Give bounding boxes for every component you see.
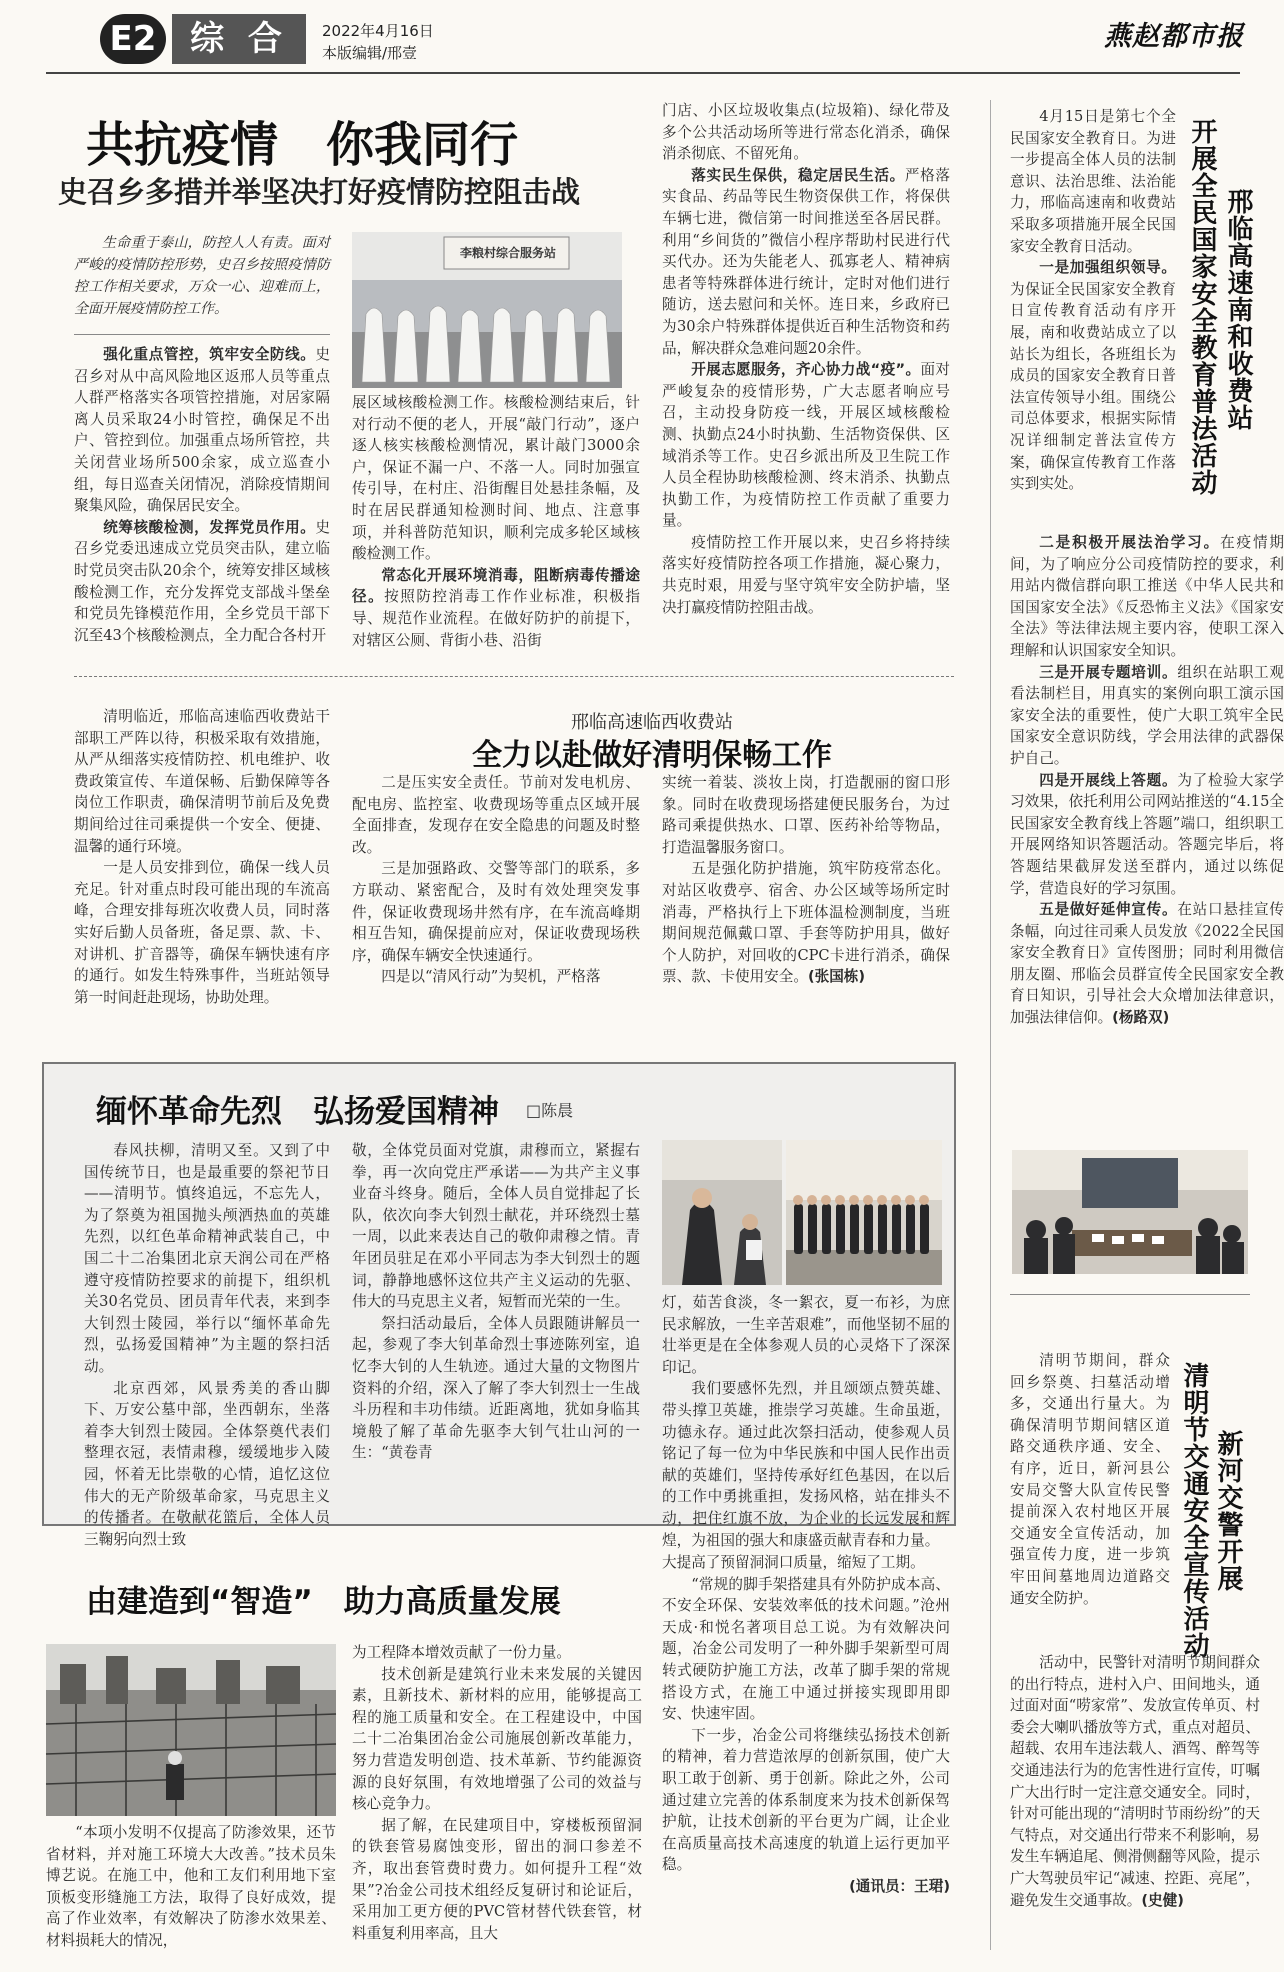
- art2-col3: [662, 772, 950, 1022]
- art5-upper: [1010, 106, 1176, 532]
- art1-headline: 共抗疫情 你我同行: [86, 117, 519, 173]
- art4-col2-para2: 技术创新是建筑行业未来发展的关键因素，且新技术、新材料的应用，能够提高工程的施工质量和安全。在工程建设中，中国二十二冶集团冶金公司施展创新改革能力，努力营造发明创造、技术革新、节约能源资源的良好氛围，有效地增强了公司的效益与核心竞争力。: [352, 1665, 642, 1813]
- art2-col2-para3: 四是以“清风行动”为契机，严格落: [381, 968, 601, 986]
- newspaper-logo: 燕赵都市报: [1104, 21, 1244, 52]
- art5-para4: 组织在站职工观看法制栏目，用真实的案例向职工演示国家安全法的重要性，使广大职工筑牢全民国家安全意识防线，学会用法律的武器保护自己。: [1010, 663, 1284, 767]
- art3-byline: □陈晨: [526, 1101, 574, 1120]
- art4-col2-para3: 据了解，在民建项目中，穿楼板预留洞的铁套管易腐蚀变形，留出的洞口参差不齐，取出套管费时费力。如何提升工程“效果”?冶金公司技术组经反复研讨和论证后，采用加工更方便的PVC管材替代铁套管，材料重复利用率高，且大: [352, 1816, 642, 1942]
- art5-para1: 4月15日是第七个全民国家安全教育日。为进一步提高全体人员的法制意识、法治思维、法治能力，邢临高速南和收费站采取多项措施开展全民国家安全教育日活动。: [1010, 108, 1176, 255]
- art3-col1: [84, 1140, 330, 1548]
- art6-headline-a: 新河交警开展: [1213, 1430, 1243, 1592]
- art1-photo-sign: 李粮村综合服务站: [459, 246, 556, 260]
- art3-photo-left: [662, 1140, 782, 1285]
- art5-heading1: 一是加强组织领导。: [1039, 259, 1176, 277]
- art3-col2-para1: 敬，全体党员面对党旗，肃穆而立，紧握右拳，再一次向党庄严承诺——为共产主义事业奋斗终身。随后，全体人员自觉排起了长队，依次向李大钊烈士献花，并环绕烈士墓一周，以此来表达自己的敬仰肃穆之情。青年团员驻足在邓小平同志为李大钊烈士的题词，静静地感怀这位共产主义运动的先驱、伟大的马克思主义者，短暂而光荣的一生。: [352, 1142, 640, 1311]
- art3-col2-para2: 祭扫活动最后，全体人员跟随讲解员一起，参观了李大钊革命烈士事迹陈列室，追忆李大钊的人生轨迹。通过大量的文物图片资料的介绍，深入了解了李大钊烈士一生战斗历程和丰功伟绩。近距离地，犹如身临其境般了解了革命先驱李大钊气壮山河的一生：“黄卷青: [352, 1314, 640, 1462]
- art1-col1: [74, 344, 330, 646]
- art2-col1: [74, 706, 330, 1022]
- issue-date: 2022年4月16日: [322, 22, 434, 40]
- art3-col3-para2: 我们要感怀先烈，并且颂颂点赞英雄、带头撑卫英雄，推崇学习英雄。生命虽逝，功德永存。通过此次祭扫活动，使参观人员铭记了每一位为中华民族和中国人民作出贡献的英雄们，坚持传承好红色基因，在以后的工作中勇挑重担，发扬风格，站在排头不动，把住红旗不放，为企业的长远发展和辉煌，为祖国的强大和康盛贡献青春和力量。: [662, 1380, 950, 1549]
- art3-col1-para1: 春风扶柳，清明又至。又到了中国传统节日，也是最重要的祭祀节日——清明节。慎终追远，不忘先人，为了祭奠为祖国抛头颅洒热血的英雄先烈，以红色革命精神武装自己，中国二十二冶集团北京天润公司在严格遵守疫情防控要求的前提下，组织机关30名党员、团员青年代表，来到李大钊烈士陵园，举行以“缅怀革命先烈，弘扬爱国精神”为主题的祭扫活动。: [84, 1142, 330, 1375]
- art2-col1-para2: 一是人员安排到位，确保一线人员充足。针对重点时段可能出现的车流高峰，合理安排每班次收费人员，同时落实好后勤人员备班，备足票、款、卡、对讲机、扩音器等，确保车辆快速有序的通行。如发生特殊事件，当班站领导第一时间赶赴现场，协助处理。: [74, 859, 330, 1006]
- art4-col2: [352, 1642, 642, 1952]
- art4-col3-para3: 下一步，冶金公司将继续弘扬技术创新的精神，着力营造浓厚的创新氛围，使广大职工敢于创新、勇于创新。除此之外，公司通过建立完善的体系制度来为技术创新保驾护航，让技术创新的平台更为广阔，让企业在高质量高技术高速度的轨道上运行更加平稳。: [662, 1726, 950, 1874]
- masthead-rule: [46, 72, 1240, 74]
- art5-para2: 为保证全民国家安全教育日宣传教育活动有序开展，南和收费站成立了以站长为组长，各班组长为成员的国家安全教育日普法宣传领导小组。围绕公司总体要求，根据实际情况详细制定普法宣传方案，确保宣传教育工作落实到实处。: [1010, 280, 1176, 493]
- art3-photo-right: [786, 1140, 942, 1285]
- art5-para3: 在疫情期间，为了响应分公司疫情防控的要求，利用站内微信群向职工推送《中华人民共和国国家安全法》《反恐怖主义法》《国家安全法》等法律法规主要内容，使职工深入理解和认识国家安全知识。: [1010, 534, 1284, 659]
- art5-heading5: 五是做好延伸宣传。: [1039, 901, 1178, 919]
- art5-heading2: 二是积极开展法治学习。: [1039, 534, 1221, 551]
- art6-headline-b: 清明节交通安全宣传活动: [1179, 1362, 1209, 1659]
- editor-credit: 本版编辑/邢壹: [322, 44, 418, 62]
- art6-para1: 清明节期间，群众回乡祭奠、扫墓活动增多，交通出行量大。为确保清明节期间辖区道路交通秩序通、安全、有序，近日，新河县公安局交警大队宣传民警提前深入农村地区开展交通安全宣传活动，加强宣传力度，进一步筑牢田间墓地周边道路交通安全防护。: [1010, 1352, 1170, 1607]
- art2-col2-para1: 二是压实安全责任。节前对发电机房、配电房、监控室、收费现场等重点区域开展全面排查，发现存在安全隐患的问题及时整改。: [352, 774, 640, 856]
- art3-headline: 缅怀革命先烈 弘扬爱国精神: [96, 1094, 499, 1130]
- art1-col3-heading1: 落实民生保供，稳定居民生活。: [691, 166, 905, 184]
- art1-lead-rule: [74, 334, 330, 335]
- art2-col1-para1: 清明临近，邢临高速临西收费站干部职工严阵以待，积极采取有效措施，从严从细落实疫情防控、机电维护、收费政策宣传、车道保畅、后勤保障等各岗位工作职责，确保清明节前后及免费期间给过往司乘提供一个安全、便捷、温馨的通行环境。: [74, 708, 330, 855]
- section-label: 综 合: [172, 14, 306, 64]
- art6-upper: [1010, 1350, 1170, 1652]
- art1-col1-heading1: 强化重点管控，筑牢安全防线。: [103, 346, 316, 363]
- art3-col2: [352, 1140, 640, 1512]
- art1-col3-para1: 严格落实食品、药品等民生物资保供工作，将保供车辆七进，微信第一时间推送至各居民群。利用“乡间货的”微信小程序帮助村民进行代买代办。还为失能老人、孤寡老人、精神病患者等特殊群体进行统计，定时对他们进行随访，送去慰问和关怀。连日来，乡政府已为30余户特殊群体提供近百种生活物资和药品，解决群众急难问题20余件。: [662, 166, 950, 357]
- art5-divider: [1010, 1294, 1250, 1295]
- art4-photo: [46, 1644, 336, 1816]
- art1-col3-para3: 疫情防控工作开展以来，史召乡将持续落实好疫情防控各项工作措施，凝心聚力，共克时艰，用爱与坚守筑牢安全防护墙，坚决打赢疫情防控阻击战。: [662, 533, 950, 616]
- art1-photo: [352, 232, 622, 388]
- art1-subheadline: 史召乡多措并举坚决打好疫情防控阻击战: [58, 175, 581, 209]
- art4-col3: [662, 1552, 950, 1952]
- masthead: [0, 0, 1284, 72]
- art1-col2: [352, 392, 640, 649]
- art1-col1-para1: 史召乡对从中高风险地区返邢人员等重点人群严格落实各项管控措施，对居家隔离人员采取24小时管控，确保足不出户、管控到位。加强重点场所管控，共关闭营业场所500余家，成立巡查小组，每日巡查关闭情况，消除疫情期间聚集风险，确保居民安全。: [74, 346, 330, 515]
- page-number-badge: E2: [100, 14, 166, 64]
- art1-col3-heading2: 开展志愿服务，齐心协力战“疫”。: [691, 361, 921, 379]
- art1-col2-para1: 展区域核酸检测工作。核酸检测结束后，针对行动不便的老人，开展“敲门行动”，逐户逐人核实核酸检测情况，累计敲门3000余户，保证不漏一户、不落一人。同时加强宣传引导，在村庄、沿街醒目处悬挂条幅，及时在居民群通知检测时间、地点、注意事项，并科普防范知识，顺利完成多轮区域核酸检测工作。: [352, 394, 640, 563]
- art1-col1-heading2: 统筹核酸检测，发挥党员作用。: [103, 518, 316, 536]
- art1-col2-para2: 按照防控消毒工作作业标准，积极指导、规范作业流程。在做好防护的前提下，对辖区公厕、背街小巷、沿街: [352, 588, 640, 649]
- art4-signature: (通讯员：王珺): [849, 1877, 950, 1895]
- art1-lead: 生命重于泰山，防控人人有责。面对严峻的疫情防控形势，史召乡按照疫情防控工作相关要求，万众一心、迎难而上，全面开展疫情防控工作。: [74, 235, 330, 317]
- art2-col2: [352, 772, 640, 1022]
- art2-kicker: 邢临高速临西收费站: [571, 712, 733, 733]
- art1-col3-para2: 面对严峻复杂的疫情形势，广大志愿者响应号召，主动投身防疫一线，开展区域核酸检测、执勤点24小时执勤、生活物资保供、区域消杀等工作。史召乡派出所及卫生院工作人员全程协助核酸检测、终末消杀、执勤点执勤工作，为疫情防控工作贡献了重要力量。: [662, 361, 950, 530]
- art4-col1-para1: “本项小发明不仅提高了防渗效果，还节省材料，并对施工环境大大改善。”技术员朱博艺说。在施工中，他和工友们利用地下室顶板变形缝施工方法，取得了良好成效，提高了作业效率，有效解决了防渗水效果差、材料损耗大的情况，: [46, 1824, 336, 1949]
- divider-art1: [74, 676, 954, 677]
- art4-headline: 由建造到“智造” 助力高质量发展: [86, 1584, 561, 1620]
- art2-signature: (张国栋): [807, 968, 866, 986]
- art4-col3-para2: “常规的脚手架搭建具有外防护成本高、不安全环保、安装效率低的技术问题。”沧州天成·和悦名著项目总工说。为有效解决问题，冶金公司发明了一种外脚手架新型可周转式硬防护施工方法，改革了脚手架的常规搭设方式，在施工中通过拼接实现即用即安、快速牢固。: [662, 1575, 950, 1723]
- art5-signature: (杨路双): [1112, 1009, 1170, 1027]
- art2-col2-para2: 三是加强路政、交警等部门的联系，多方联动、紧密配合，及时有效处理突发事件，保证收费现场井然有序，在车流高峰期相互告知，确保提前应对，保证收费现场秩序，确保车辆安全快速通行。: [352, 860, 640, 964]
- art1-col3-para0: 门店、小区垃圾收集点(垃圾箱)、绿化带及多个公共活动场所等进行常态化消杀，确保消杀彻底、不留死角。: [662, 102, 950, 163]
- art3-col1-para2: 北京西郊，风景秀美的香山脚下、万安公墓中部，坐西朝东，坐落着李大钊烈士陵园。全体祭奠代表们整理衣冠，表情肃穆，缓缓地步入陵园，怀着无比崇敬的心情，追忆这位伟大的无产阶级革命家，马克思主义的传播者。在敬献花篮后，全体人员三鞠躬向烈士致: [84, 1379, 330, 1548]
- art3-col3: [662, 1292, 950, 1549]
- art4-col2-para1: 为工程降本增效贡献了一份力量。: [352, 1644, 571, 1661]
- art5-para6: 在站口悬挂宣传条幅，向过往司乘人员发放《2022全民国家安全教育日》宣传图册；同时利用微信朋友圈、邢临会员群宣传全民国家安全教育日知识，引导社会大众增加法律意识，加强法律信仰。: [1010, 901, 1284, 1027]
- art1-col3: [662, 100, 950, 646]
- art5-headline-b: 开展全民国家安全教育普法活动: [1187, 118, 1217, 496]
- art2-headline: 全力以赴做好清明保畅工作: [472, 738, 832, 773]
- art3-col3-para1: 灯，茹苦食淡，冬一絮衣，夏一布衫，为庶民求解放，一生辛苦艰难”，而他坚韧不屈的壮举更是在全体参观人员的心灵烙下了深深印记。: [662, 1294, 950, 1376]
- art5-para5: 为了检验大家学习效果，依托利用公司网站推送的“4.15全民国家安全教育线上答题”端口，组织职工开展网络知识答题活动。答题完毕后，将答题结果截屏发送至群内，通过以练促学，营造良好的学习氛围。: [1010, 771, 1284, 897]
- art5-heading3: 三是开展专题培训。: [1039, 663, 1178, 681]
- art6-signature: (史健): [1141, 1891, 1184, 1909]
- art4-col3-para1: 大提高了预留洞洞口质量，缩短了工期。: [662, 1554, 925, 1571]
- art6-para2: 活动中，民警针对清明节期间群众的出行特点，进村入户、田间地头，通过面对面“唠家常”、发放宣传单页、村委会大喇叭播放等方式，重点对超员、超载、农用车违法载人、酒驾、醉驾等交通违法行为的危害性进行宣传，叮嘱广大出行时一定注意交通安全。同时，针对可能出现的“清明时节雨纷纷”的天气特点，对交通出行带来不利影响，易发生车辆追尾、侧滑侧翻等风险，提示广大驾驶员牢记“减速、控距、亮尾”，避免发生交通事故。: [1010, 1654, 1260, 1909]
- art4-col1: [46, 1822, 336, 1952]
- art1-col1-para2: 史召乡党委迅速成立党员突击队，建立临时党员突击队20余个，统筹安排区域核酸检测工作，充分发挥党支部战斗堡垒和党员先锋模范作用，全乡党员干部下沉至43个核酸检测点，全力配合各村开: [74, 518, 330, 644]
- art5-lower: [1010, 532, 1284, 1144]
- art6-lower: [1010, 1652, 1260, 1952]
- art2-col3-para1: 实统一着装、淡妆上岗，打造靓丽的窗口形象。同时在收费现场搭建便民服务台，为过路司乘提供热水、口罩、医药补给等物品，打造温馨服务窗口。: [662, 774, 950, 856]
- art2-col3-para2: 五是强化防护措施，筑牢防疫常态化。对站区收费亭、宿舍、办公区域等场所定时消毒，严格执行上下班体温检测制度，当班期间规范佩戴口罩、手套等防护用具，做好个人防护，对回收的CPC卡进行消杀，确保票、款、卡使用安全。: [662, 860, 950, 986]
- art5-photo: [1012, 1150, 1248, 1274]
- art5-headline-a: 邢临高速南和收费站: [1223, 188, 1253, 431]
- art1-col2-heading: 常态化开展环境消毒，阻断病毒传播途径。: [352, 566, 640, 606]
- right-column-rule: [990, 100, 991, 1950]
- art5-heading4: 四是开展线上答题。: [1039, 771, 1178, 789]
